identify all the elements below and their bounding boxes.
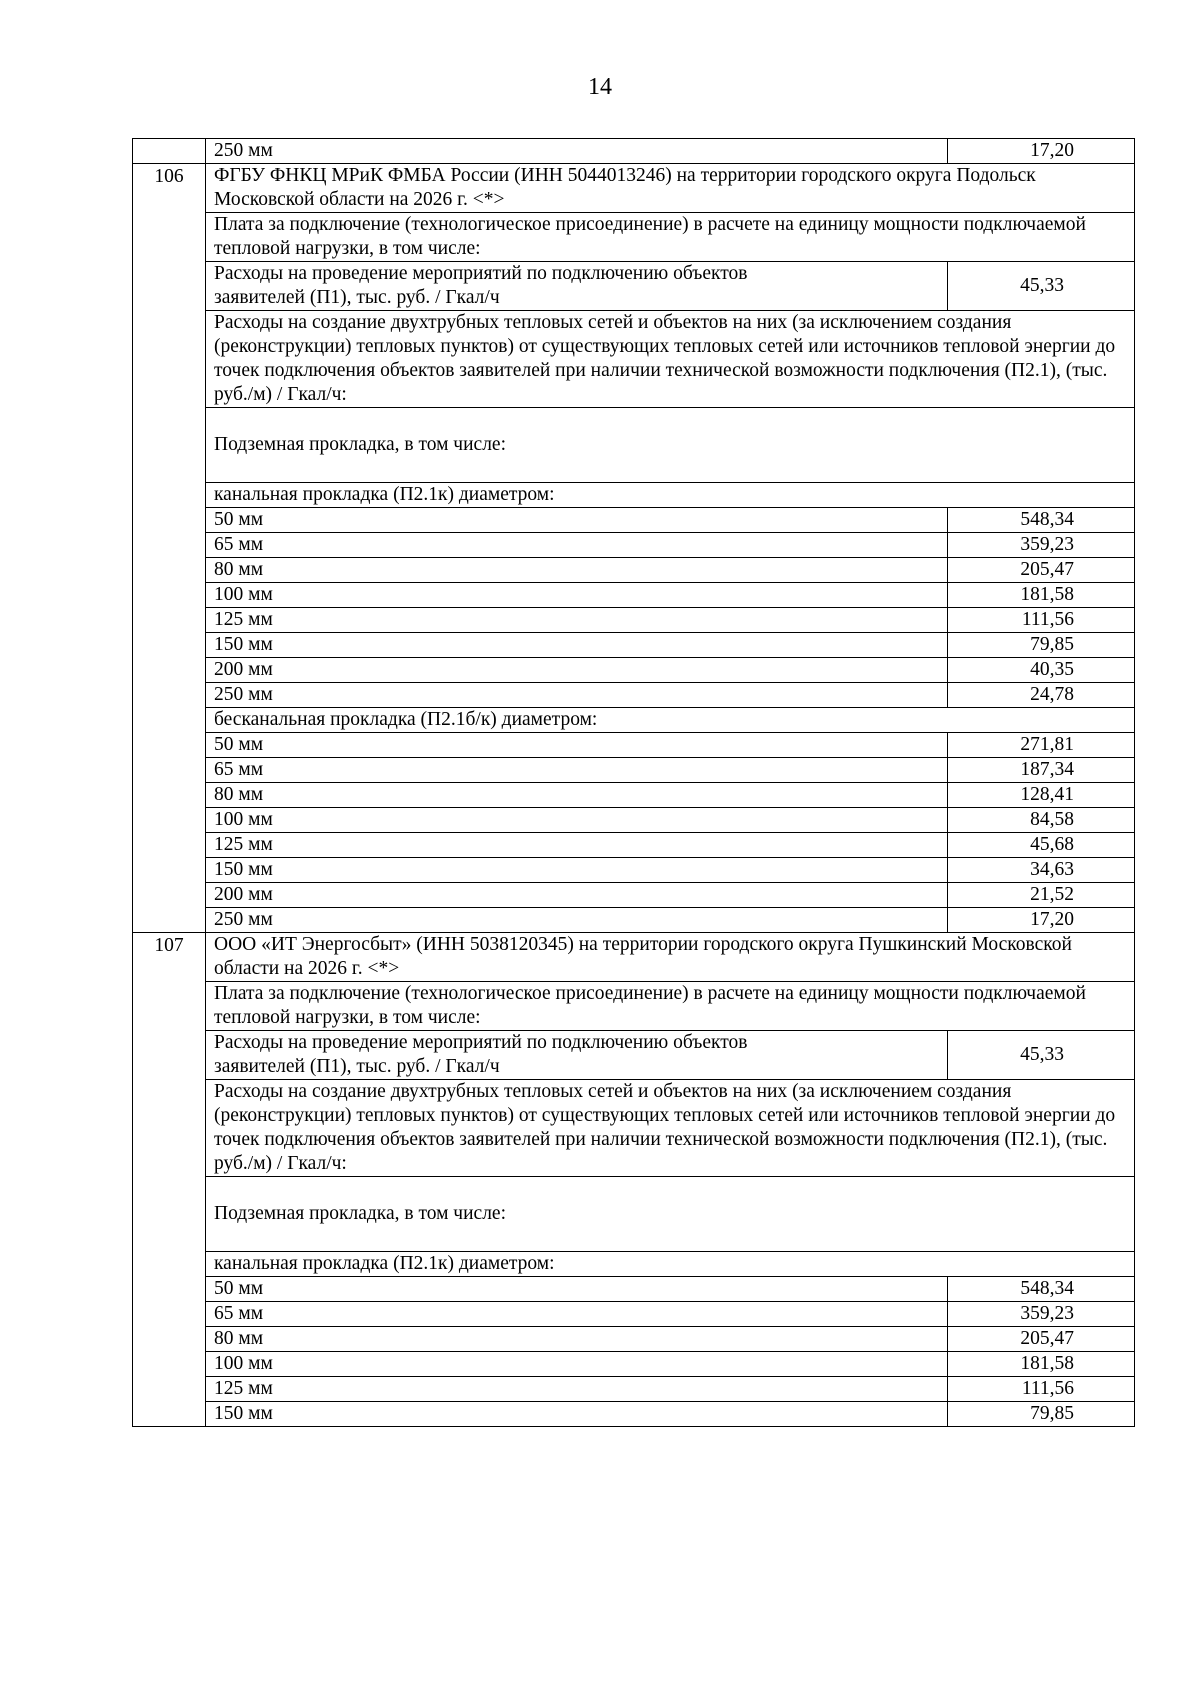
table-row (133, 733, 1135, 758)
value-cell: 548,34 (948, 508, 1135, 533)
value-cell: 187,34 (948, 758, 1135, 783)
table-row (133, 858, 1135, 883)
value-cell: 45,68 (948, 833, 1135, 858)
value-cell: 34,63 (948, 858, 1135, 883)
entry-number: 107 (133, 933, 206, 982)
row-number-cell (133, 1080, 206, 1177)
fee-heading-row (133, 982, 1135, 1031)
channelless-label: бесканальная прокладка (П2.1б/к) диаметром: (206, 708, 1135, 733)
diameter-cell: 150 мм (206, 1402, 948, 1427)
diameter-cell: 150 мм (206, 633, 948, 658)
table-row (133, 1302, 1135, 1327)
underground-row (133, 408, 1135, 483)
entry-number: 106 (133, 164, 206, 213)
diameter-cell: 100 мм (206, 808, 948, 833)
value-cell: 205,47 (948, 558, 1135, 583)
diameter-cell: 125 мм (206, 833, 948, 858)
row-number-cell (133, 1327, 206, 1352)
diameter-cell: 250 мм (206, 908, 948, 933)
row-number-cell (133, 139, 206, 164)
table-row (133, 783, 1135, 808)
row-number-cell (133, 858, 206, 883)
row-number-cell (133, 1302, 206, 1327)
value-cell: 21,52 (948, 883, 1135, 908)
p1-label-line2: заявителей (П1), тыс. руб. / Гкал/ч (214, 287, 500, 308)
p1-label-line1: Расходы на проведение мероприятий по подключению объектов (214, 1032, 748, 1053)
row-number-cell (133, 883, 206, 908)
value-cell: 128,41 (948, 783, 1135, 808)
row-number-cell (133, 783, 206, 808)
table-row (133, 1352, 1135, 1377)
row-number-cell (133, 633, 206, 658)
fee-heading: Плата за подключение (технологическое присоединение) в расчете на единицу мощности подключаемой тепловой нагрузки, в том числе: (206, 982, 1135, 1031)
row-number-cell (133, 1031, 206, 1080)
diameter-cell: 125 мм (206, 608, 948, 633)
table-row (133, 883, 1135, 908)
value-cell: 181,58 (948, 583, 1135, 608)
row-number-cell (133, 908, 206, 933)
table-row (133, 1277, 1135, 1302)
table-row (133, 1327, 1135, 1352)
p21-heading: Расходы на создание двухтрубных тепловых сетей и объектов на них (за исключением создания (реконструкции) тепловых пунктов) от существующих тепловых сетей или источников тепловой энергии до точек подключения объектов заявителей при наличии технической возможности подключения (П2.1), (тыс. руб./м) / Гкал/ч: (206, 311, 1135, 408)
value-cell: 548,34 (948, 1277, 1135, 1302)
row-number-cell (133, 213, 206, 262)
diameter-cell: 65 мм (206, 1302, 948, 1327)
table-row (133, 508, 1135, 533)
row-number-cell (133, 658, 206, 683)
row-number-cell (133, 1277, 206, 1302)
underground-label: Подземная прокладка, в том числе: (206, 1177, 1135, 1252)
row-number-cell (133, 733, 206, 758)
row-number-cell (133, 311, 206, 408)
row-number-cell (133, 683, 206, 708)
p1-label-line1: Расходы на проведение мероприятий по подключению объектов (214, 263, 748, 284)
diameter-cell: 125 мм (206, 1377, 948, 1402)
tariff-table-body (133, 139, 1135, 1427)
diameter-cell: 50 мм (206, 733, 948, 758)
table-row (133, 139, 1135, 164)
entry-title-row (133, 164, 1135, 213)
diameter-cell: 200 мм (206, 883, 948, 908)
table-row (133, 758, 1135, 783)
channel-label: канальная прокладка (П2.1к) диаметром: (206, 483, 1135, 508)
diameter-cell: 250 мм (206, 683, 948, 708)
row-number-cell (133, 408, 206, 483)
table-row (133, 908, 1135, 933)
value-cell: 359,23 (948, 1302, 1135, 1327)
row-number-cell (133, 1352, 206, 1377)
row-number-cell (133, 982, 206, 1031)
row-number-cell (133, 533, 206, 558)
channelless-label-row (133, 708, 1135, 733)
channel-label: канальная прокладка (П2.1к) диаметром: (206, 1252, 1135, 1277)
row-number-cell (133, 483, 206, 508)
table-row (133, 833, 1135, 858)
p1-value: 45,33 (948, 1031, 1135, 1080)
value-cell: 271,81 (948, 733, 1135, 758)
value-cell: 40,35 (948, 658, 1135, 683)
table-row (133, 808, 1135, 833)
row-number-cell (133, 808, 206, 833)
underground-row (133, 1177, 1135, 1252)
table-row (133, 633, 1135, 658)
row-number-cell (133, 758, 206, 783)
diameter-cell: 50 мм (206, 508, 948, 533)
value-cell: 181,58 (948, 1352, 1135, 1377)
diameter-cell: 100 мм (206, 583, 948, 608)
fee-heading-row (133, 213, 1135, 262)
row-number-cell (133, 1177, 206, 1252)
value-cell: 84,58 (948, 808, 1135, 833)
row-number-cell (133, 583, 206, 608)
value-cell: 111,56 (948, 608, 1135, 633)
row-number-cell (133, 708, 206, 733)
table-row (133, 608, 1135, 633)
value-cell: 205,47 (948, 1327, 1135, 1352)
diameter-cell: 250 мм (206, 139, 948, 164)
table-row (133, 683, 1135, 708)
value-cell: 17,20 (948, 139, 1135, 164)
table-row (133, 1402, 1135, 1427)
row-number-cell (133, 1252, 206, 1277)
diameter-cell: 80 мм (206, 783, 948, 808)
p1-label (206, 1031, 948, 1080)
table-row (133, 658, 1135, 683)
row-number-cell (133, 1402, 206, 1427)
entry-title: ООО «ИТ Энергосбыт» (ИНН 5038120345) на территории городского округа Пушкинский Московской области на 2026 г. <*> (206, 933, 1135, 982)
row-number-cell (133, 833, 206, 858)
diameter-cell: 65 мм (206, 533, 948, 558)
p1-label-line2: заявителей (П1), тыс. руб. / Гкал/ч (214, 1056, 500, 1077)
p1-row (133, 1031, 1135, 1080)
diameter-cell: 150 мм (206, 858, 948, 883)
p1-label (206, 262, 948, 311)
table-row (133, 558, 1135, 583)
p21-heading: Расходы на создание двухтрубных тепловых сетей и объектов на них (за исключением создания (реконструкции) тепловых пунктов) от существующих тепловых сетей или источников тепловой энергии до точек подключения объектов заявителей при наличии технической возможности подключения (П2.1), (тыс. руб./м) / Гкал/ч: (206, 1080, 1135, 1177)
entry-title-row (133, 933, 1135, 982)
value-cell: 79,85 (948, 633, 1135, 658)
value-cell: 111,56 (948, 1377, 1135, 1402)
channel-label-row (133, 1252, 1135, 1277)
fee-heading: Плата за подключение (технологическое присоединение) в расчете на единицу мощности подключаемой тепловой нагрузки, в том числе: (206, 213, 1135, 262)
diameter-cell: 50 мм (206, 1277, 948, 1302)
row-number-cell (133, 558, 206, 583)
value-cell: 24,78 (948, 683, 1135, 708)
tariff-table (132, 138, 1135, 1427)
row-number-cell (133, 1377, 206, 1402)
diameter-cell: 100 мм (206, 1352, 948, 1377)
diameter-cell: 80 мм (206, 1327, 948, 1352)
row-number-cell (133, 508, 206, 533)
table-row (133, 533, 1135, 558)
row-number-cell (133, 608, 206, 633)
value-cell: 17,20 (948, 908, 1135, 933)
p21-heading-row (133, 1080, 1135, 1177)
table-row (133, 583, 1135, 608)
entry-title: ФГБУ ФНКЦ МРиК ФМБА России (ИНН 5044013246) на территории городского округа Подольск Московской области на 2026 г. <*> (206, 164, 1135, 213)
p21-heading-row (133, 311, 1135, 408)
table-row (133, 1377, 1135, 1402)
underground-label: Подземная прокладка, в том числе: (206, 408, 1135, 483)
page-number: 14 (588, 74, 612, 100)
p1-row (133, 262, 1135, 311)
channel-label-row (133, 483, 1135, 508)
value-cell: 359,23 (948, 533, 1135, 558)
diameter-cell: 65 мм (206, 758, 948, 783)
diameter-cell: 200 мм (206, 658, 948, 683)
p1-value: 45,33 (948, 262, 1135, 311)
diameter-cell: 80 мм (206, 558, 948, 583)
value-cell: 79,85 (948, 1402, 1135, 1427)
row-number-cell (133, 262, 206, 311)
